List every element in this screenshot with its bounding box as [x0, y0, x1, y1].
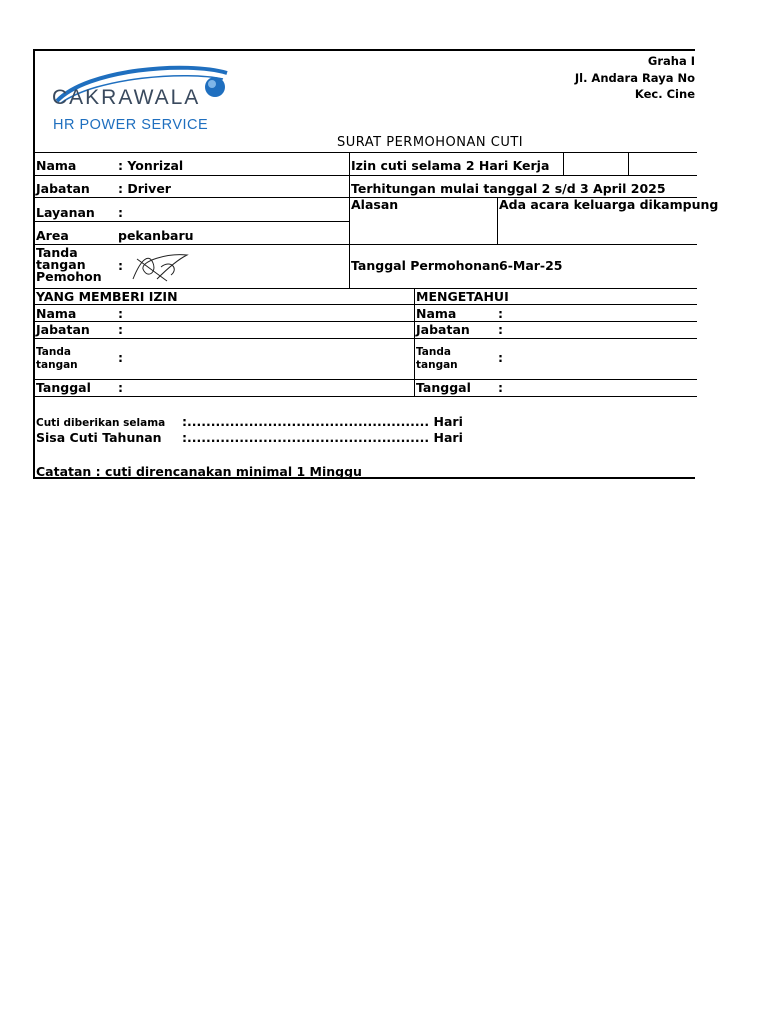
layanan-value: : — [118, 205, 123, 220]
jabatan-label: Jabatan — [36, 181, 90, 196]
grid-line — [35, 379, 697, 380]
grid-line — [35, 396, 697, 397]
alasan-value: Ada acara keluarga dikampung — [499, 197, 719, 212]
ttd-pemohon-label-1: Tanda — [36, 245, 78, 260]
grid-line — [628, 152, 629, 175]
acknowledger-ttd-label-2: tangan — [416, 359, 458, 371]
logo-wordmark: CAKRAWALA — [52, 86, 201, 109]
grid-line — [35, 175, 697, 176]
form-title: SURAT PERMOHONAN CUTI — [337, 135, 524, 150]
grid-line — [497, 197, 498, 244]
acknowledger-tanggal-label: Tanggal — [416, 380, 471, 395]
mengetahui-header: MENGETAHUI — [416, 289, 509, 304]
grid-line — [563, 152, 564, 175]
acknowledger-ttd-label-1: Tanda — [416, 346, 451, 358]
signature-icon — [127, 249, 197, 285]
sisa-cuti-dots: :................................................... Hari — [182, 430, 463, 445]
approver-jabatan-colon: : — [118, 322, 123, 337]
address-line-2: Jl. Andara Raya No — [574, 71, 695, 85]
jabatan-value: : Driver — [118, 181, 171, 196]
acknowledger-ttd-colon: : — [498, 350, 503, 365]
address-line-3: Kec. Cine — [634, 87, 695, 101]
cuti-diberikan-dots: :................................................... Hari — [182, 414, 463, 429]
nama-label: Nama — [36, 158, 77, 173]
acknowledger-jabatan-colon: : — [498, 322, 503, 337]
area-value: pekanbaru — [118, 228, 194, 243]
tanggal-permohonan-value: 6-Mar-25 — [499, 258, 563, 273]
address-line-1: Graha I — [647, 54, 695, 68]
approver-jabatan-label: Jabatan — [36, 322, 90, 337]
tanggal-permohonan-label: Tanggal Permohonan — [351, 258, 500, 273]
acknowledger-jabatan-label: Jabatan — [416, 322, 470, 337]
cuti-diberikan-label: Cuti diberikan selama — [36, 417, 166, 429]
grid-line — [349, 152, 350, 288]
ttd-pemohon-label-3: Pemohon — [36, 269, 102, 284]
yang-memberi-izin-header: YANG MEMBERI IZIN — [36, 289, 178, 304]
approver-ttd-label-1: Tanda — [36, 346, 71, 358]
nama-value: : Yonrizal — [118, 158, 184, 173]
sisa-cuti-label: Sisa Cuti Tahunan — [36, 430, 162, 445]
area-label: Area — [36, 228, 69, 243]
catatan-note: Catatan : cuti direncanakan minimal 1 Minggu — [36, 464, 362, 479]
leave-request-form — [33, 49, 719, 479]
approver-ttd-label-2: tangan — [36, 359, 78, 371]
approver-ttd-colon: : — [118, 350, 123, 365]
approver-tanggal-colon: : — [118, 380, 123, 395]
grid-line — [414, 288, 415, 396]
ttd-pemohon-colon: : — [118, 258, 123, 273]
acknowledger-tanggal-colon: : — [498, 380, 503, 395]
ttd-pemohon-label-2: tangan — [36, 257, 86, 272]
grid-line — [35, 321, 697, 322]
terhitung-text: Terhitungan mulai tanggal 2 s/d 3 April 2025 — [351, 181, 666, 196]
grid-line — [35, 304, 697, 305]
layanan-label: Layanan — [36, 205, 95, 220]
acknowledger-nama-colon: : — [498, 306, 503, 321]
approver-nama-colon: : — [118, 306, 123, 321]
approver-tanggal-label: Tanggal — [36, 380, 91, 395]
approver-nama-label: Nama — [36, 306, 77, 321]
acknowledger-nama-label: Nama — [416, 306, 457, 321]
alasan-label: Alasan — [351, 197, 399, 212]
grid-line — [35, 338, 697, 339]
grid-line — [35, 244, 697, 245]
izin-cuti-text: Izin cuti selama 2 Hari Kerja — [351, 158, 550, 173]
grid-line — [35, 221, 349, 222]
logo-tagline: HR POWER SERVICE — [53, 117, 209, 133]
grid-line — [35, 152, 697, 153]
